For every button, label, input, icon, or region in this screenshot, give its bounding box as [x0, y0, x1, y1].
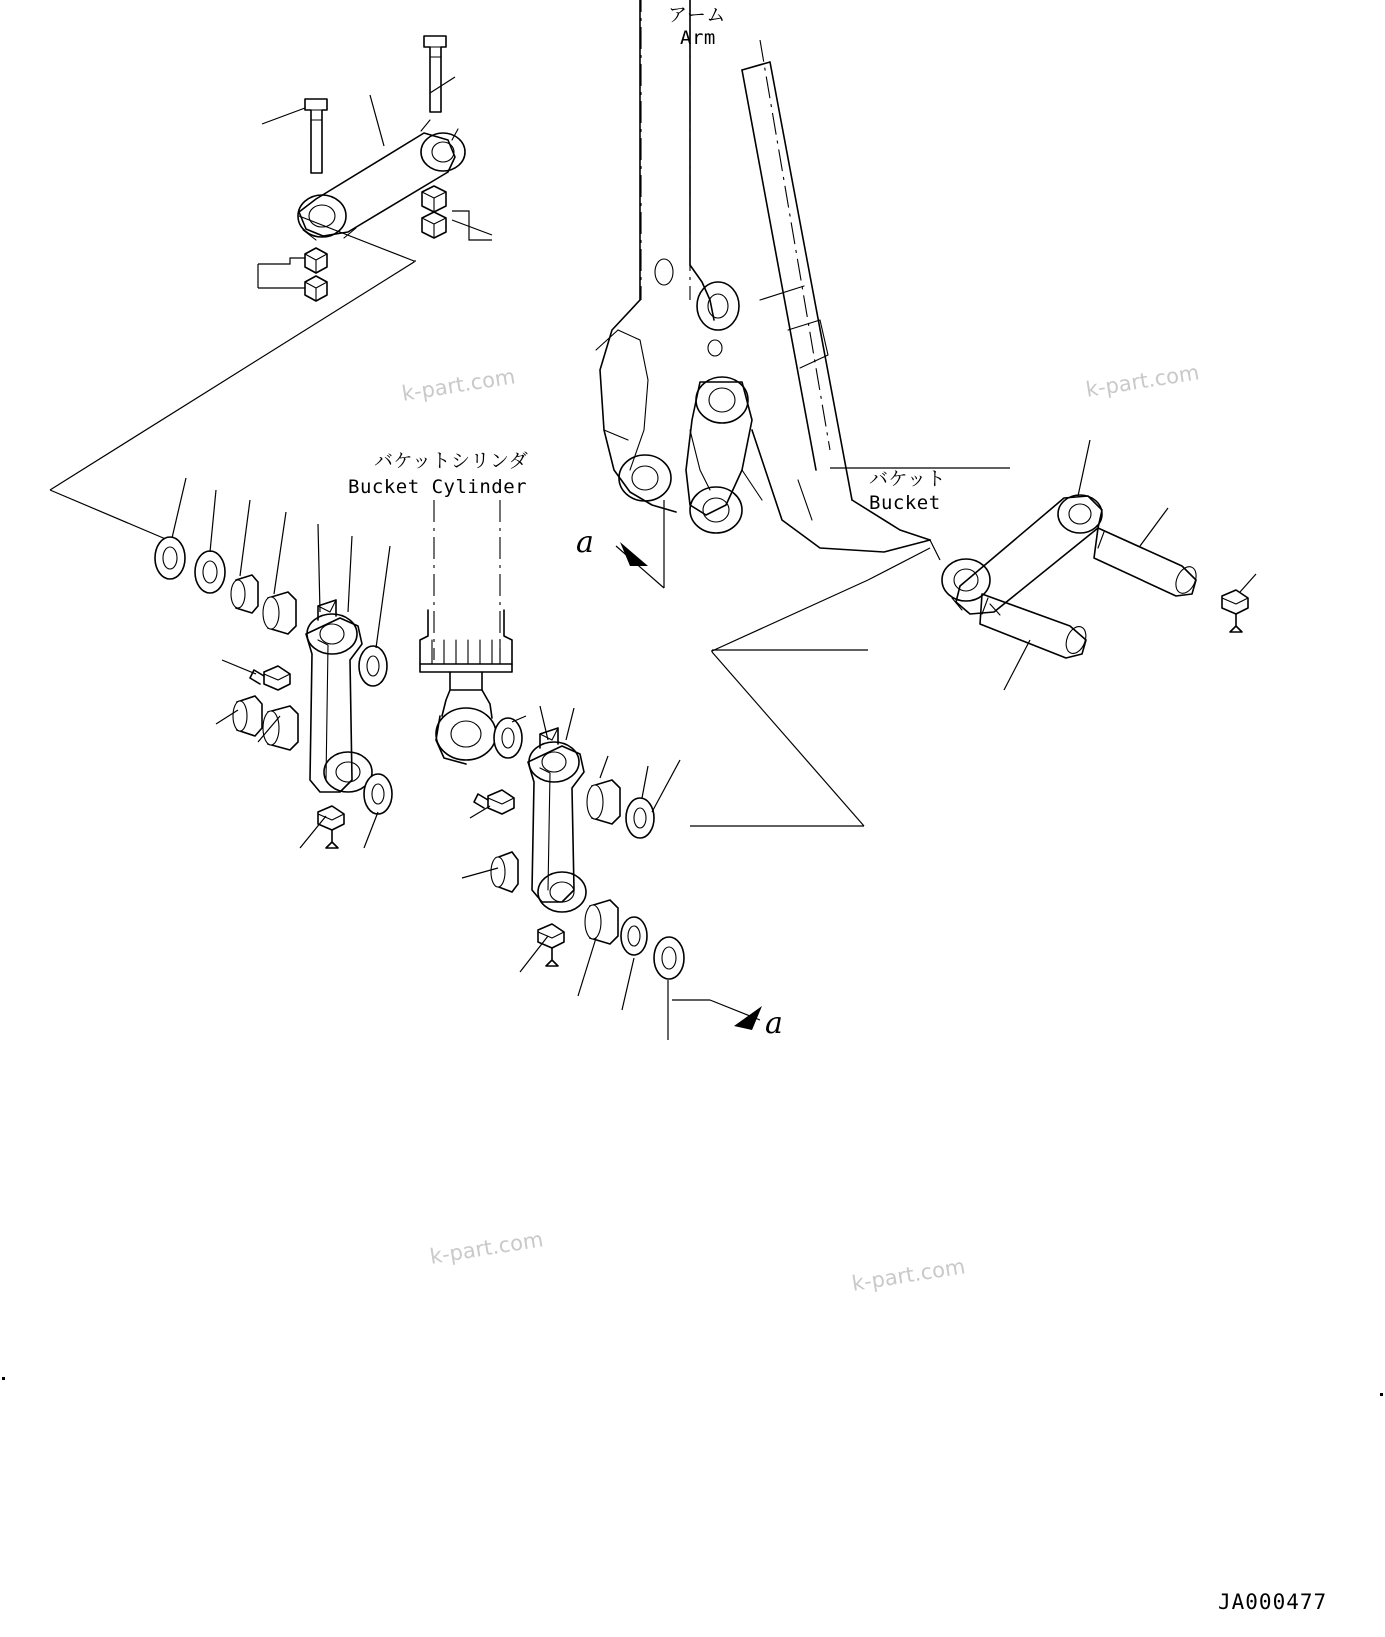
- pin-right-lower: [980, 594, 1090, 658]
- grease-fitting-left-1: [250, 666, 290, 690]
- grease-fitting-center-1: [474, 790, 514, 814]
- bucket-pivot-linkage: [686, 377, 752, 533]
- section-arrow-upper: [616, 500, 664, 588]
- label-arm-en: Arm: [680, 27, 716, 49]
- label-bucket-cylinder-en: Bucket Cylinder: [348, 476, 528, 498]
- washer-6: [626, 798, 654, 838]
- bushing-2: [263, 592, 296, 634]
- washer-3: [359, 646, 387, 686]
- label-bucket-cylinder-jp: バケットシリンダ: [374, 450, 529, 472]
- washer-2: [195, 551, 225, 593]
- washer-7: [621, 917, 647, 955]
- label-bucket-en: Bucket: [869, 492, 941, 514]
- watermark: k-part.com: [1084, 360, 1201, 402]
- label-arm-jp: アーム: [668, 4, 726, 26]
- grease-fitting-left-2: [318, 806, 344, 848]
- right-link-assembly: [942, 495, 1102, 615]
- washer-5: [494, 718, 522, 758]
- watermark: k-part.com: [400, 364, 517, 406]
- washer-1: [155, 537, 185, 579]
- rod-end-right: [528, 728, 586, 912]
- grease-fitting-center-2: [538, 924, 564, 966]
- grease-fitting-right: [1222, 590, 1248, 632]
- bushing-5: [587, 780, 620, 824]
- nut-pair-left: [305, 248, 327, 301]
- pin-right-upper: [1094, 528, 1200, 596]
- watermark: k-part.com: [850, 1254, 967, 1296]
- registration-mark-left: [2, 1377, 5, 1380]
- washer-8: [654, 937, 684, 979]
- bushing-3: [233, 696, 262, 736]
- section-arrow-lower: [672, 1000, 762, 1030]
- label-bucket-jp: バケット: [869, 468, 947, 490]
- nut-pair-upper: [422, 186, 446, 238]
- bushing-7: [491, 852, 518, 892]
- rod-end-left: [306, 600, 372, 792]
- figure-number: JA000477: [1218, 1590, 1328, 1614]
- washer-4: [364, 774, 392, 814]
- bushing-4: [263, 706, 298, 750]
- bushing-1: [231, 575, 258, 613]
- registration-mark-right: [1380, 1393, 1383, 1396]
- bushing-6: [585, 900, 618, 944]
- bolt-upper-left-2: [424, 36, 446, 112]
- watermark: k-part.com: [428, 1227, 545, 1269]
- arm-assembly: [596, 0, 739, 512]
- section-callout-a-lower: a: [765, 1006, 783, 1041]
- bolt-upper-left-1: [305, 99, 327, 173]
- section-callout-a-upper: a: [576, 525, 594, 560]
